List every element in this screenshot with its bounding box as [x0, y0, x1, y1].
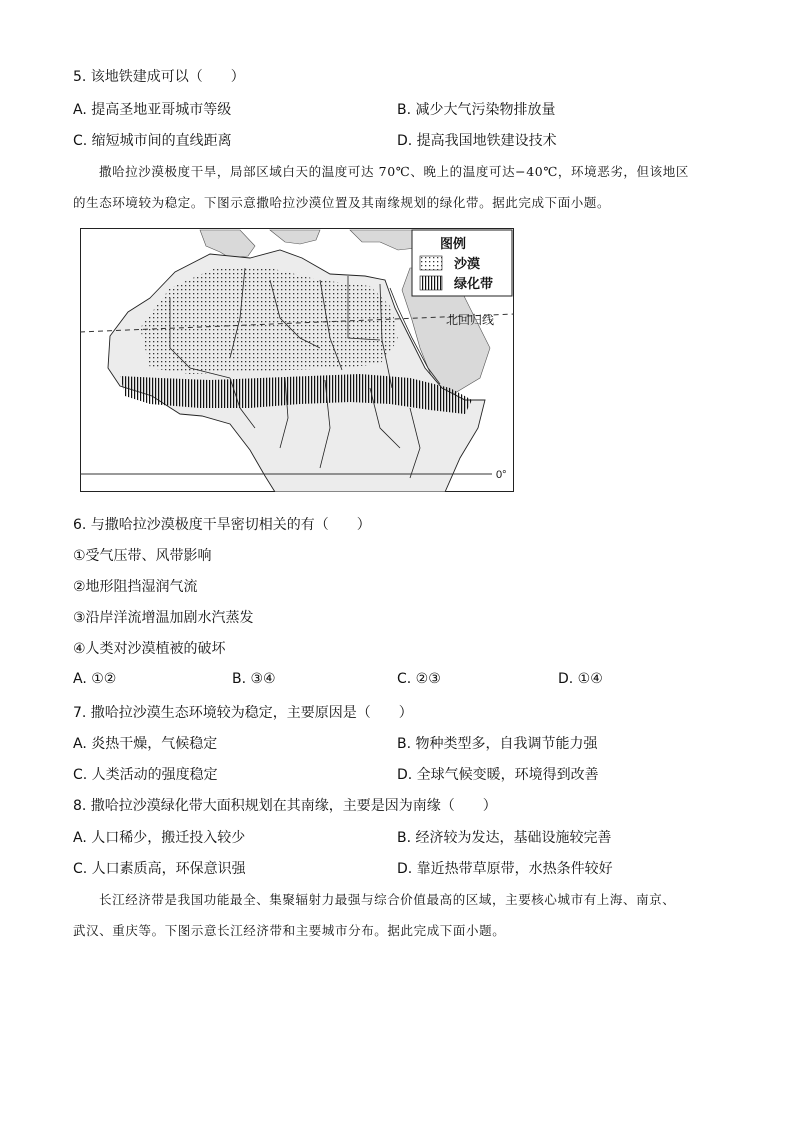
passage-sahara	[73, 156, 721, 218]
q6-item-1: ①受气压带、风带影响	[73, 548, 212, 564]
equator-label: 0°	[496, 469, 507, 481]
q7-option-c: C. 人类活动的强度稳定	[73, 767, 218, 783]
q5-option-b: B. 减少大气污染物排放量	[397, 102, 556, 118]
q5-option-c: C. 缩短城市间的直线距离	[73, 133, 232, 149]
q8-stem: 8. 撒哈拉沙漠绿化带大面积规划在其南缘，主要是因为南缘（ ）	[73, 798, 497, 814]
q5-option-d: D. 提高我国地铁建设技术	[397, 133, 557, 149]
q6-stem: 6. 与撒哈拉沙漠极度干旱密切相关的有（ ）	[73, 517, 371, 533]
q7-stem: 7. 撒哈拉沙漠生态环境较为稳定，主要原因是（ ）	[73, 705, 413, 721]
legend-green-label: 绿化带	[454, 276, 494, 291]
q7-option-b: B. 物种类型多，自我调节能力强	[397, 736, 598, 752]
q6-option-c: C. ②③	[397, 671, 441, 687]
q8-option-a: A. 人口稀少，搬迁投入较少	[73, 830, 246, 846]
q6-option-a: A. ①②	[73, 671, 117, 687]
q8-option-d: D. 靠近热带草原带，水热条件较好	[397, 861, 613, 877]
passage-yangtze	[73, 884, 721, 946]
legend-desert-swatch	[420, 256, 442, 270]
map-legend	[412, 230, 512, 296]
q5-stem: 5. 该地铁建成可以（ ）	[73, 69, 245, 85]
q6-item-3: ③沿岸洋流增温加剧水汽蒸发	[73, 610, 254, 626]
passage-yangtze-line2: 武汉、重庆等。下图示意长江经济带和主要城市分布。据此完成下面小题。	[73, 923, 506, 938]
legend-desert-label: 沙漠	[454, 256, 481, 271]
q6-option-d: D. ①④	[558, 671, 603, 687]
tropic-label: 北回归线	[446, 313, 495, 327]
q6-item-4: ④人类对沙漠植被的破坏	[73, 641, 226, 657]
legend-green-swatch	[420, 276, 442, 290]
q8-option-b: B. 经济较为发达，基础设施较完善	[397, 830, 612, 846]
q6-item-2: ②地形阻挡湿润气流	[73, 579, 198, 595]
legend-title: 图例	[440, 236, 467, 251]
q5-option-a: A. 提高圣地亚哥城市等级	[73, 102, 232, 118]
passage-sahara-line2: 的生态环境较为稳定。下图示意撒哈拉沙漠位置及其南缘规划的绿化带。据此完成下面小题。	[73, 195, 611, 210]
q7-option-d: D. 全球气候变暖，环境得到改善	[397, 767, 599, 783]
passage-yangtze-line1: 长江经济带是我国功能最全、集聚辐射力最强与综合价值最高的区域，主要核心城市有上海、南京、	[99, 892, 676, 907]
sahara-map	[80, 228, 514, 492]
q6-option-b: B. ③④	[232, 671, 276, 687]
q8-option-c: C. 人口素质高，环保意识强	[73, 861, 246, 877]
passage-sahara-line1: 撒哈拉沙漠极度干旱，局部区域白天的温度可达 70℃、晚上的温度可达−40℃，环境恶劣，但该地区	[99, 164, 689, 179]
q7-option-a: A. 炎热干燥，气候稳定	[73, 736, 218, 752]
